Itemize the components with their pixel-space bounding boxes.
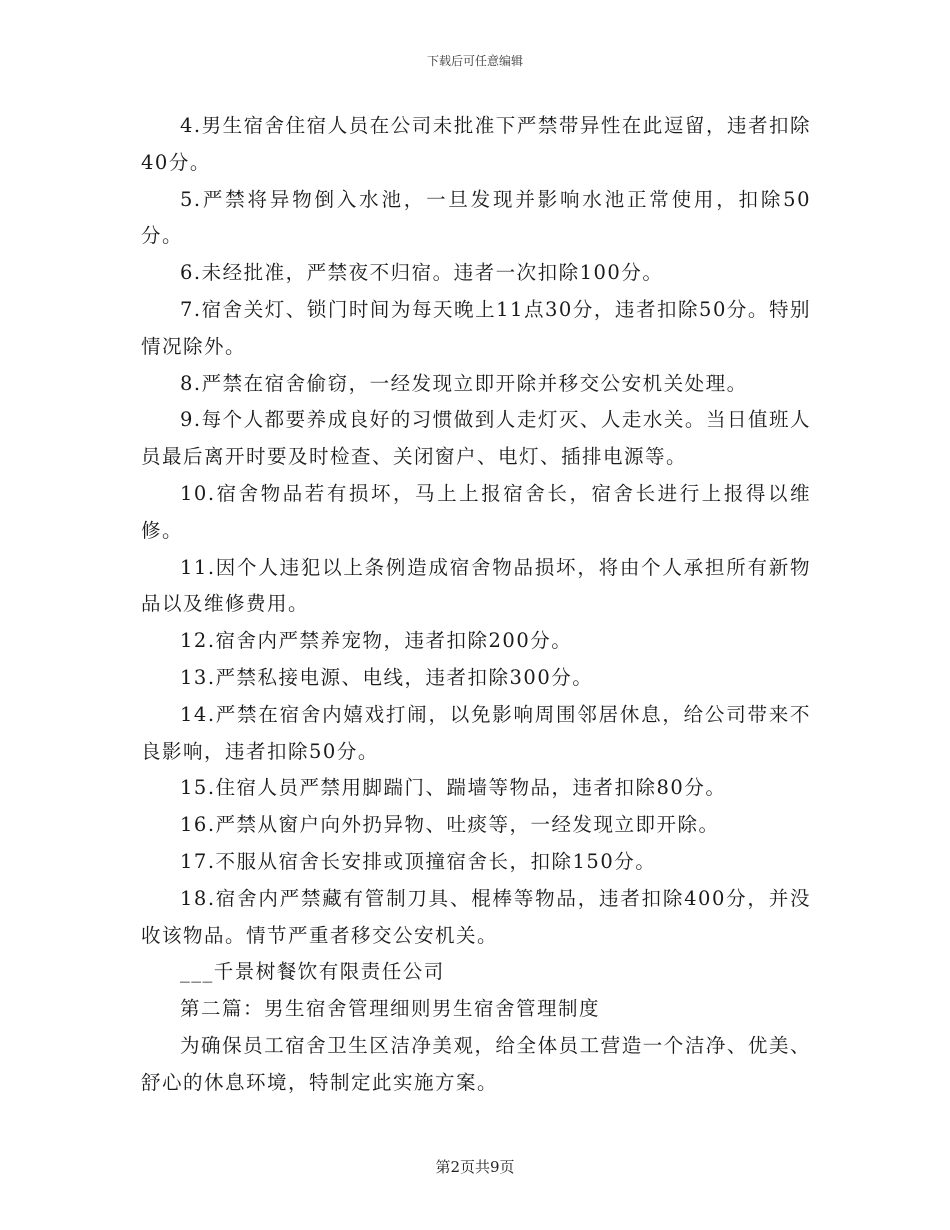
rule-13: 13.严禁私接电源、电线，违者扣除300分。 [180, 665, 594, 689]
rule-9: 9.每个人都要养成良好的习惯做到人走灯灭、人走水关。当日值班人员最后离开时要及时检查、关闭窗户、电灯、插排电源等。 [141, 408, 811, 469]
rule-16: 16.严禁从窗户向外扔异物、吐痰等，一经发现立即开除。 [180, 813, 720, 837]
rule-4: 4.男生宿舍住宿人员在公司未批准下严禁带异性在此逗留，违者扣除40分。 [141, 114, 811, 174]
rule-14: 14.严禁在宿舍内嬉戏打闹，以免影响周围邻居休息，给公司带来不良影响，违者扣除50分。 [141, 702, 811, 763]
rule-15: 15.住宿人员严禁用脚踹门、踹墙等物品，违者扣除80分。 [180, 776, 727, 800]
page-number: 第2页共9页 [435, 1158, 515, 1176]
rule-18: 18.宿舍内严禁藏有管制刀具、棍棒等物品，违者扣除400分，并没收该物品。情节严重者移交公安机关。 [141, 886, 811, 947]
rule-5: 5.严禁将异物倒入水池，一旦发现并影响水池正常使用，扣除50分。 [141, 187, 811, 248]
company-signature: ___千景树餐饮有限责任公司 [180, 960, 445, 984]
intro-paragraph: 为确保员工宿舍卫生区洁净美观，给全体员工营造一个洁净、优美、舒心的休息环境，特制定此实施方案。 [141, 1033, 811, 1094]
rule-8: 8.严禁在宿舍偷窃，一经发现立即开除并移交公安机关处理。 [180, 371, 748, 395]
page-header: 下载后可任意编辑 [426, 54, 523, 68]
section-heading: 第二篇：男生宿舍管理细则男生宿舍管理制度 [180, 997, 601, 1021]
rule-11: 11.因个人违犯以上条例造成宿舍物品损坏，将由个人承担所有新物品以及维修费用。 [141, 555, 811, 616]
rule-10: 10.宿舍物品若有损坏，马上上报宿舍长，宿舍长进行上报得以维修。 [141, 481, 811, 542]
rule-6: 6.未经批准，严禁夜不归宿。违者一次扣除100分。 [180, 261, 664, 285]
rule-12: 12.宿舍内严禁养宠物，违者扣除200分。 [180, 629, 573, 653]
rule-17: 17.不服从宿舍长安排或顶撞宿舍长，扣除150分。 [180, 849, 657, 873]
document-body [141, 108, 811, 1102]
rule-7: 7.宿舍关灯、锁门时间为每天晚上11点30分，违者扣除50分。特别情况除外。 [141, 297, 811, 358]
